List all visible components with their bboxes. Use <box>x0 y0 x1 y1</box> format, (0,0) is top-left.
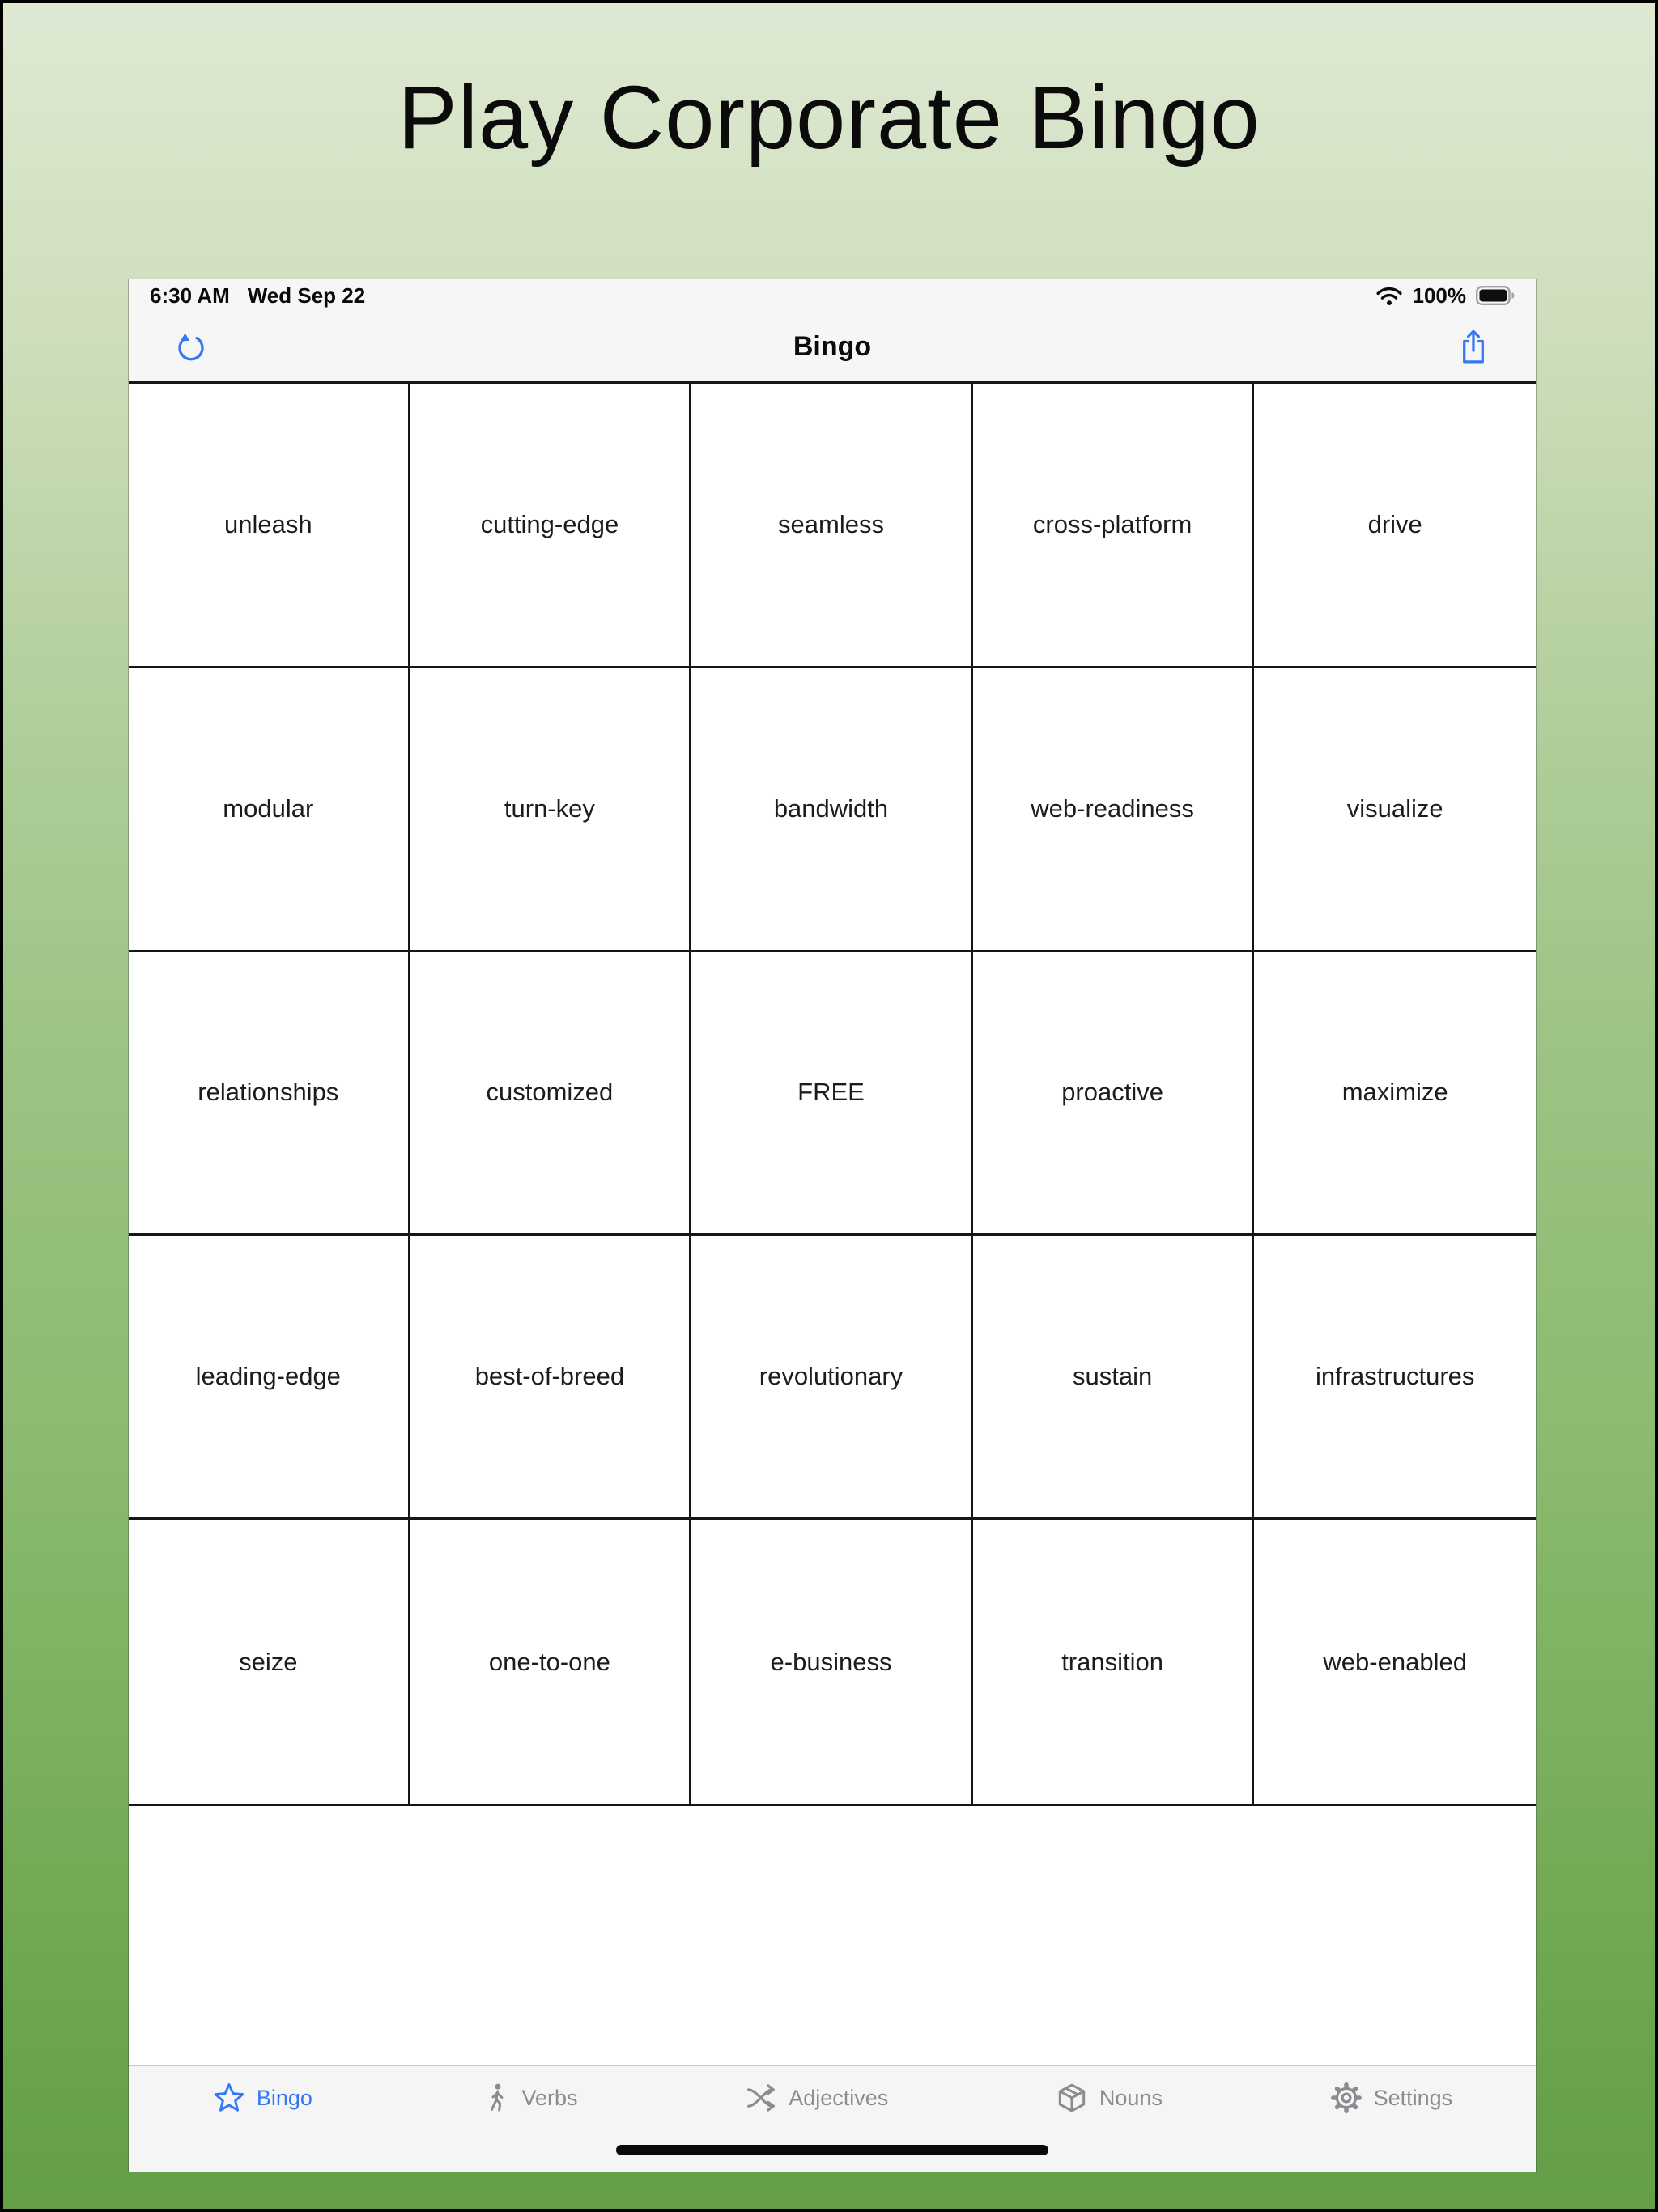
figure-walk-icon <box>479 2081 512 2115</box>
page-title: Play Corporate Bingo <box>397 68 1261 168</box>
device-frame <box>129 279 1536 2172</box>
share-icon <box>1456 327 1490 366</box>
gear-icon <box>1329 2081 1363 2115</box>
share-button[interactable] <box>1456 327 1490 366</box>
bingo-cell[interactable]: leading-edge <box>129 1236 410 1520</box>
bingo-cell[interactable]: web-readiness <box>973 668 1255 952</box>
bingo-cell[interactable]: best-of-breed <box>410 1236 692 1520</box>
bingo-cell[interactable]: visualize <box>1254 668 1536 952</box>
bingo-cell[interactable]: infrastructures <box>1254 1236 1536 1520</box>
bingo-cell[interactable]: transition <box>973 1520 1255 1804</box>
tab-item-verbs[interactable] <box>479 2081 578 2115</box>
tab-item-adjectives[interactable] <box>744 2081 888 2115</box>
bingo-cell[interactable]: cross-platform <box>973 384 1255 668</box>
battery-percent: 100% <box>1412 283 1466 308</box>
bingo-cell[interactable]: one-to-one <box>410 1520 692 1804</box>
bingo-cell[interactable]: turn-key <box>410 668 692 952</box>
bingo-cell[interactable]: bandwidth <box>691 668 973 952</box>
tab-label: Settings <box>1373 2085 1453 2110</box>
tab-item-nouns[interactable] <box>1055 2081 1163 2115</box>
tab-item-bingo[interactable] <box>212 2081 312 2115</box>
tab-label: Verbs <box>521 2085 578 2110</box>
empty-panel <box>129 1809 1536 2065</box>
bingo-cell[interactable]: maximize <box>1254 952 1536 1236</box>
bingo-cell[interactable]: seamless <box>691 384 973 668</box>
bingo-cell[interactable]: cutting-edge <box>410 384 692 668</box>
bingo-cell[interactable]: unleash <box>129 384 410 668</box>
nav-title: Bingo <box>793 330 872 362</box>
bingo-cell[interactable]: sustain <box>973 1236 1255 1520</box>
tab-label: Bingo <box>256 2085 312 2110</box>
tab-label: Nouns <box>1099 2085 1163 2110</box>
tab-bar <box>129 2065 1536 2172</box>
status-date: Wed Sep 22 <box>247 283 366 308</box>
wifi-icon <box>1375 285 1403 306</box>
bingo-cell[interactable]: proactive <box>973 952 1255 1236</box>
bingo-cell[interactable]: e-business <box>691 1520 973 1804</box>
shuffle-icon <box>744 2081 778 2115</box>
bingo-cell[interactable]: web-enabled <box>1254 1520 1536 1804</box>
bingo-cell[interactable]: seize <box>129 1520 410 1804</box>
bingo-cell[interactable]: modular <box>129 668 410 952</box>
bingo-cell[interactable]: drive <box>1254 384 1536 668</box>
star-icon <box>212 2081 246 2115</box>
nav-bar <box>129 312 1536 381</box>
status-time: 6:30 AM <box>150 283 230 308</box>
battery-icon <box>1476 286 1515 305</box>
tab-label: Adjectives <box>789 2085 889 2110</box>
bingo-cell[interactable]: relationships <box>129 952 410 1236</box>
home-indicator[interactable] <box>616 2145 1048 2155</box>
undo-button[interactable] <box>174 330 208 364</box>
bingo-cell[interactable]: revolutionary <box>691 1236 973 1520</box>
undo-icon <box>174 330 208 364</box>
bingo-cell[interactable]: customized <box>410 952 692 1236</box>
tab-item-settings[interactable] <box>1329 2081 1453 2115</box>
bingo-grid <box>129 381 1536 1806</box>
status-bar <box>129 279 1536 312</box>
box-icon <box>1055 2081 1089 2115</box>
bingo-cell-free[interactable]: FREE <box>691 952 973 1236</box>
